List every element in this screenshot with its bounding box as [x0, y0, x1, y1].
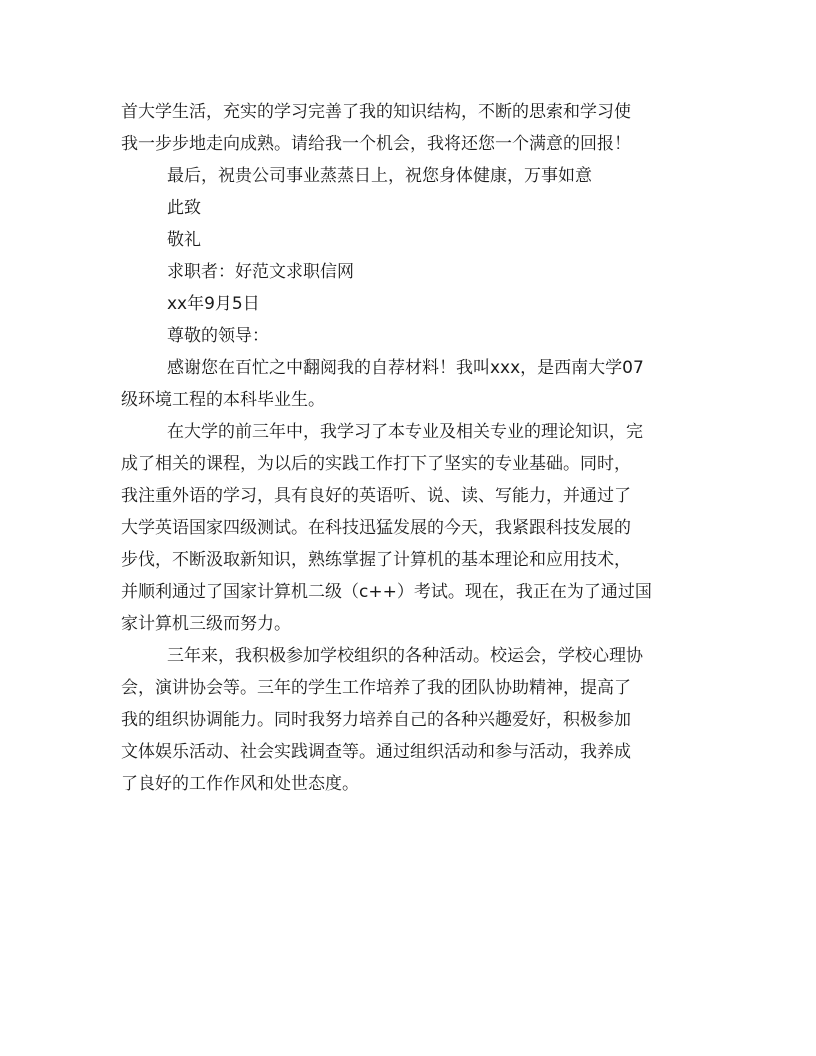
text-line: 首大学生活，充实的学习完善了我的知识结构，不断的思索和学习使: [121, 102, 631, 122]
text-line: 步伐，不断汲取新知识，熟练掌握了计算机的基本理论和应用技术，: [121, 550, 631, 570]
text-line: 并顺利通过了国家计算机二级（c++）考试。现在，我正在为了通过国: [121, 582, 652, 602]
text-line: 级环境工程的本科毕业生。: [121, 390, 325, 410]
text-line: 了良好的工作作风和处世态度。: [121, 774, 359, 794]
text-line: 在大学的前三年中，我学习了本专业及相关专业的理论知识，完: [167, 422, 643, 442]
best-wishes-line: 最后，祝贵公司事业蒸蒸日上，祝您身体健康，万事如意: [167, 166, 592, 186]
text-line: 感谢您在百忙之中翻阅我的自荐材料！我叫xxx，是西南大学07: [167, 358, 644, 378]
text-line: 家计算机三级而努力。: [121, 614, 291, 634]
signature-line: 求职者：好范文求职信网: [167, 262, 354, 282]
letter-body: [121, 96, 701, 800]
text-line: 会，演讲协会等。三年的学生工作培养了我的团队协助精神，提高了: [121, 678, 631, 698]
greeting-line: 尊敬的领导：: [167, 326, 269, 346]
text-line: 我的组织协调能力。同时我努力培养自己的各种兴趣爱好，积极参加: [121, 710, 631, 730]
text-line: 大学英语国家四级测试。在科技迅猛发展的今天，我紧跟科技发展的: [121, 518, 631, 538]
closing-paragraph: [121, 96, 701, 160]
study-paragraph: [121, 416, 701, 640]
intro-paragraph: [121, 352, 701, 416]
text-line: 三年来，我积极参加学校组织的各种活动。校运会，学校心理协: [167, 646, 643, 666]
salutation-cizhi: 此致: [167, 198, 201, 218]
salutation-jingli: 敬礼: [167, 230, 201, 250]
text-line: 我一步步地走向成熟。请给我一个机会，我将还您一个满意的回报！: [121, 134, 631, 154]
text-line: 我注重外语的学习，具有良好的英语听、说、读、写能力，并通过了: [121, 486, 631, 506]
activities-paragraph: [121, 640, 701, 800]
text-line: 文体娱乐活动、社会实践调查等。通过组织活动和参与活动，我养成: [121, 742, 631, 762]
text-line: 成了相关的课程，为以后的实践工作打下了坚实的专业基础。同时，: [121, 454, 631, 474]
date-line: xx年9月5日: [167, 294, 260, 314]
